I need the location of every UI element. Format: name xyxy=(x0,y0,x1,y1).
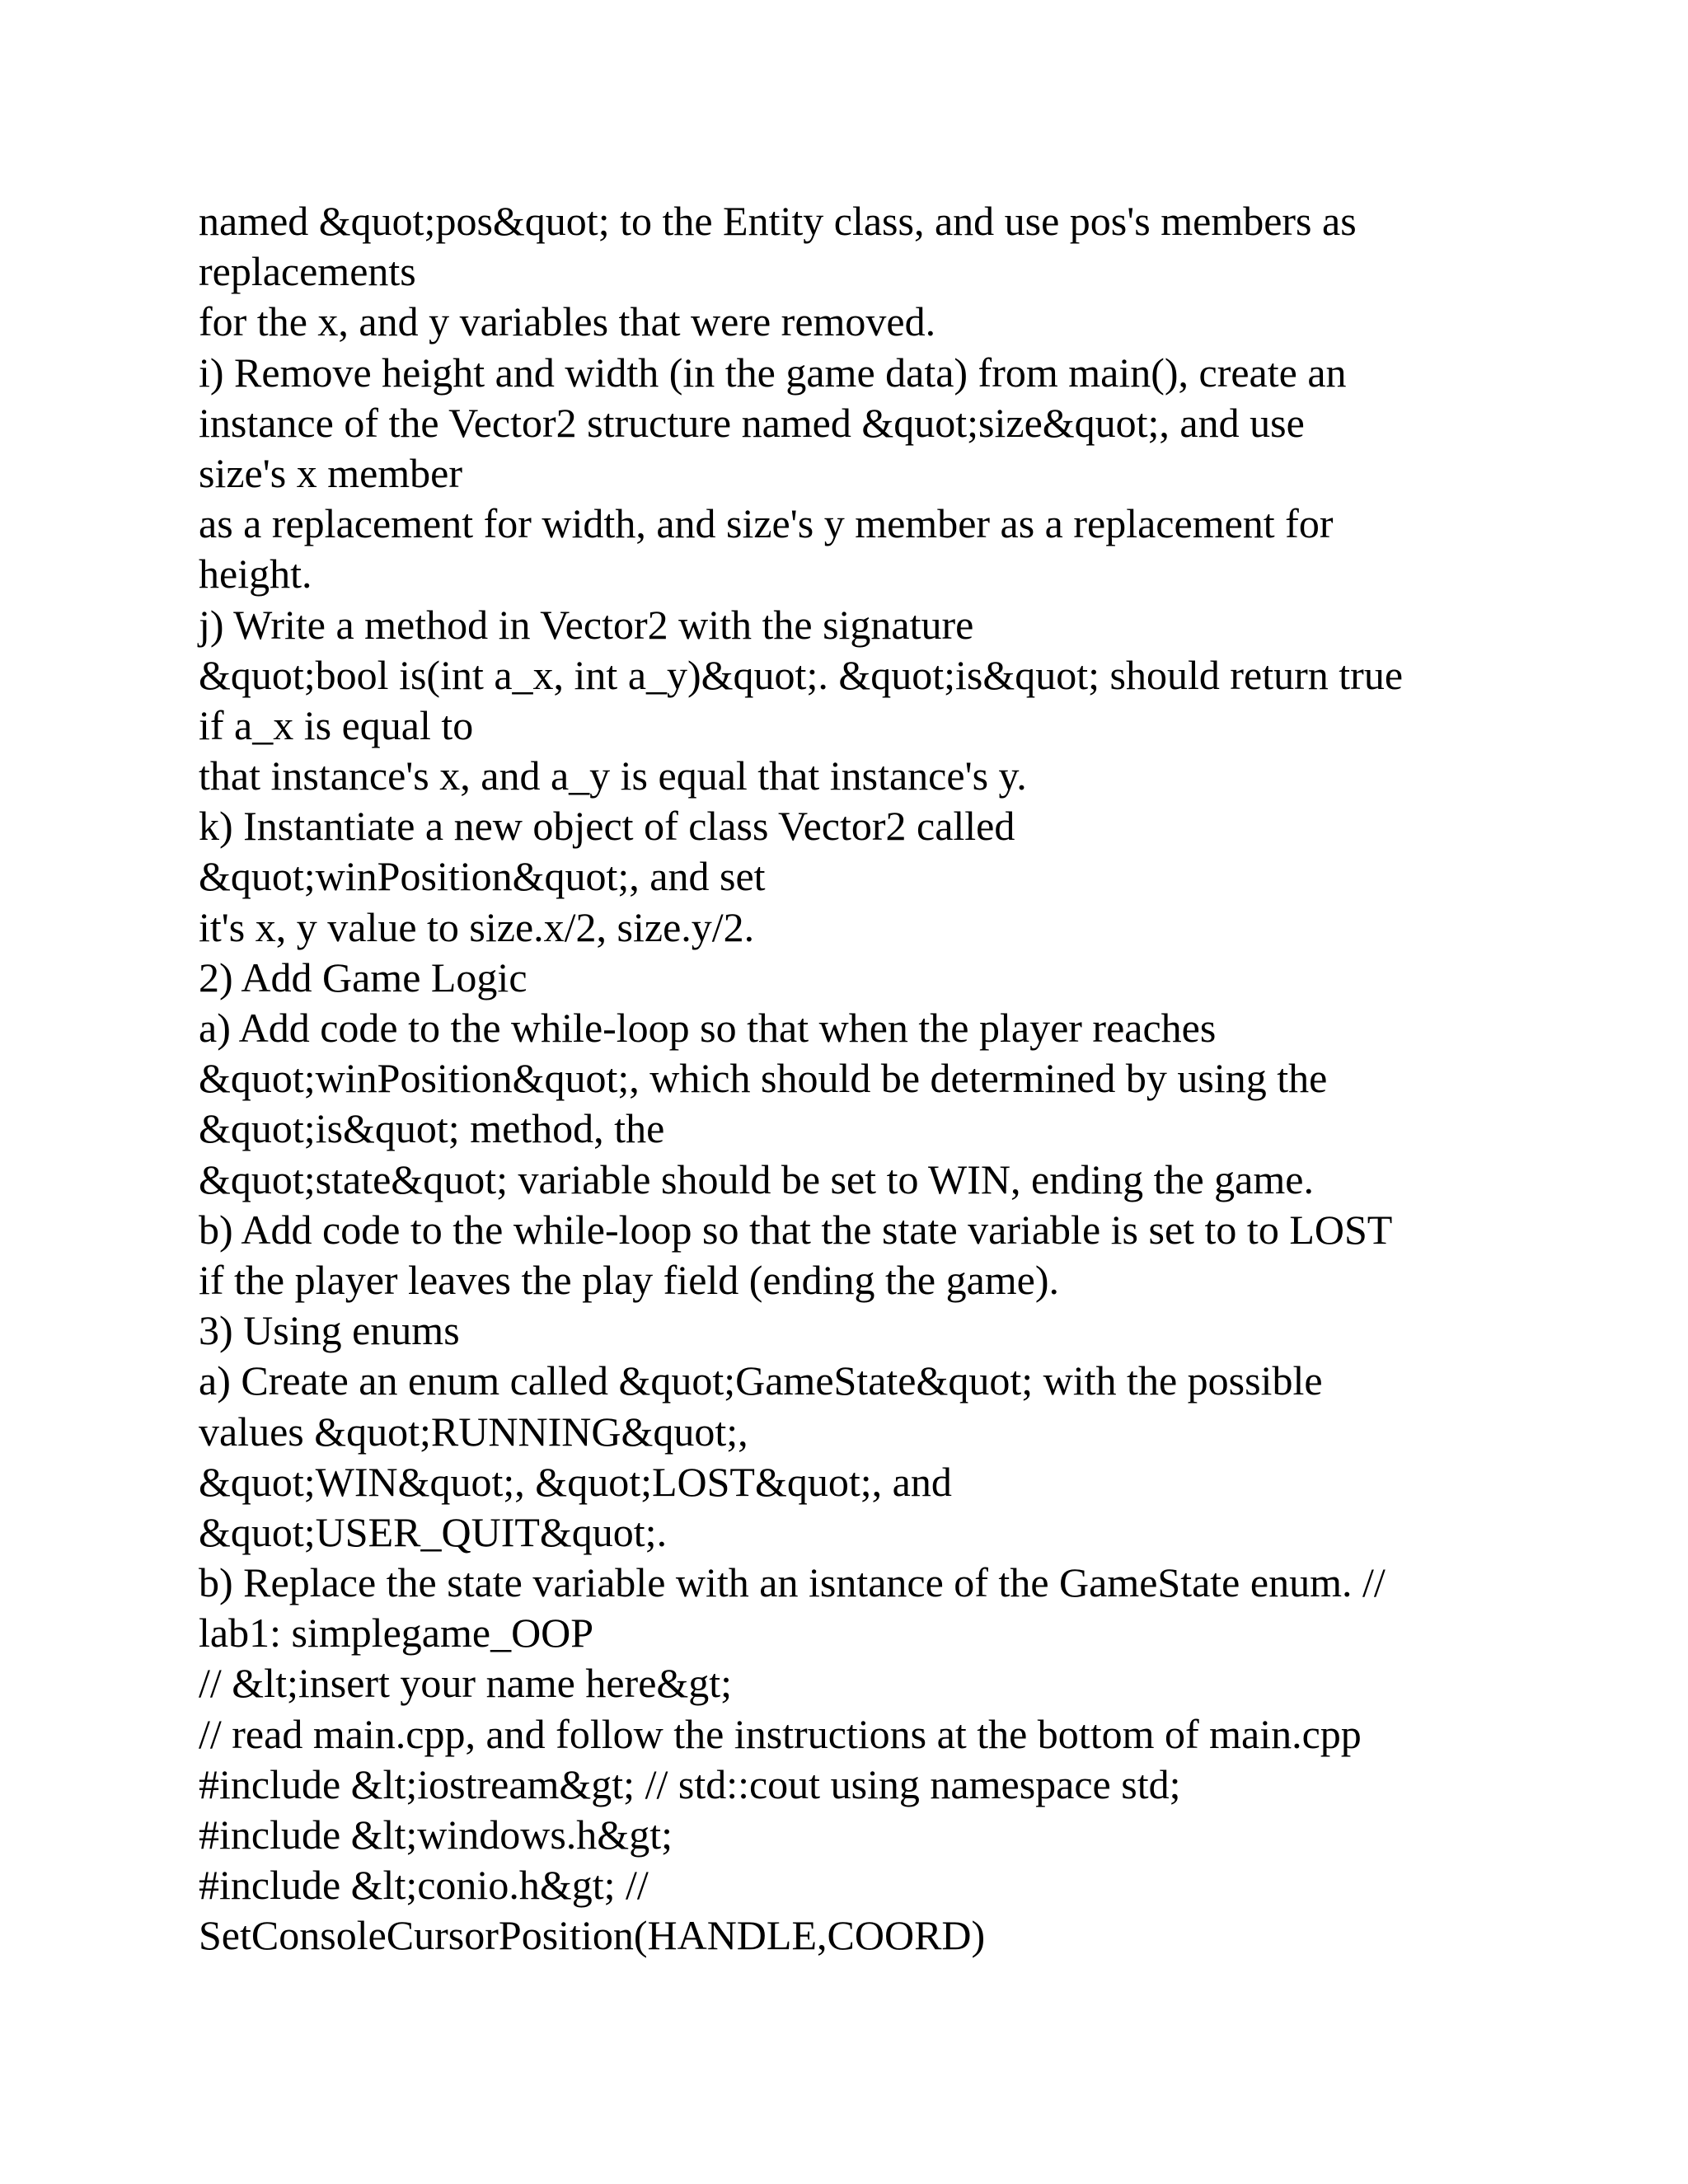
text-line: it's x, y value to size.x/2, size.y/2. xyxy=(199,903,755,950)
text-line: named &quot;pos&quot; to the Entity class, and use pos's members as xyxy=(199,198,1357,244)
text-line: #include &lt;conio.h&gt; // xyxy=(199,1862,649,1909)
text-line: lab1: simplegame_OOP xyxy=(199,1610,594,1657)
text-line: 3) Using enums xyxy=(199,1307,460,1354)
text-line: size's x member xyxy=(199,449,463,496)
text-line: SetConsoleCursorPosition(HANDLE,COORD) xyxy=(199,1912,986,1959)
text-line: &quot;bool is(int a_x, int a_y)&quot;. &quot;is&quot; should return true xyxy=(199,651,1404,698)
text-line: // read main.cpp, and follow the instructions at the bottom of main.cpp xyxy=(199,1710,1362,1757)
text-line: values &quot;RUNNING&quot;, xyxy=(199,1408,748,1455)
text-line: instance of the Vector2 structure named &quot;size&quot;, and use xyxy=(199,399,1305,446)
text-line: a) Add code to the while-loop so that when the player reaches xyxy=(199,1005,1217,1051)
text-line: a) Create an enum called &quot;GameState&quot; with the possible xyxy=(199,1357,1323,1404)
text-line: &quot;is&quot; method, the xyxy=(199,1105,665,1152)
text-line: b) Add code to the while-loop so that the state variable is set to to LOST xyxy=(199,1206,1393,1253)
text-line: j) Write a method in Vector2 with the signature xyxy=(199,601,974,648)
text-line: &quot;USER_QUIT&quot;. xyxy=(199,1508,668,1555)
text-line: // &lt;insert your name here&gt; xyxy=(199,1660,733,1707)
text-line: if the player leaves the play field (ending the game). xyxy=(199,1256,1060,1303)
text-line: &quot;winPosition&quot;, and set xyxy=(199,853,766,900)
text-line: height. xyxy=(199,551,312,598)
text-line: if a_x is equal to xyxy=(199,701,474,748)
text-line: 2) Add Game Logic xyxy=(199,954,528,1001)
text-line: as a replacement for width, and size's y member as a replacement for xyxy=(199,500,1334,547)
text-line: #include &lt;windows.h&gt; xyxy=(199,1811,673,1858)
text-line: &quot;WIN&quot;, &quot;LOST&quot;, and xyxy=(199,1458,952,1505)
text-line: i) Remove height and width (in the game data) from main(), create an xyxy=(199,349,1347,396)
text-line: that instance's x, and a_y is equal that instance's y. xyxy=(199,752,1027,799)
text-line: k) Instantiate a new object of class Vector2 called xyxy=(199,803,1015,850)
text-line: replacements xyxy=(199,248,416,295)
text-line: &quot;state&quot; variable should be set to WIN, ending the game. xyxy=(199,1155,1314,1202)
text-line: for the x, and y variables that were removed. xyxy=(199,298,936,345)
text-line: #include &lt;iostream&gt; // std::cout using namespace std; xyxy=(199,1760,1181,1807)
document-body xyxy=(199,196,1517,1961)
text-line: &quot;winPosition&quot;, which should be determined by using the xyxy=(199,1055,1328,1102)
text-line: b) Replace the state variable with an isntance of the GameState enum. // xyxy=(199,1559,1386,1606)
